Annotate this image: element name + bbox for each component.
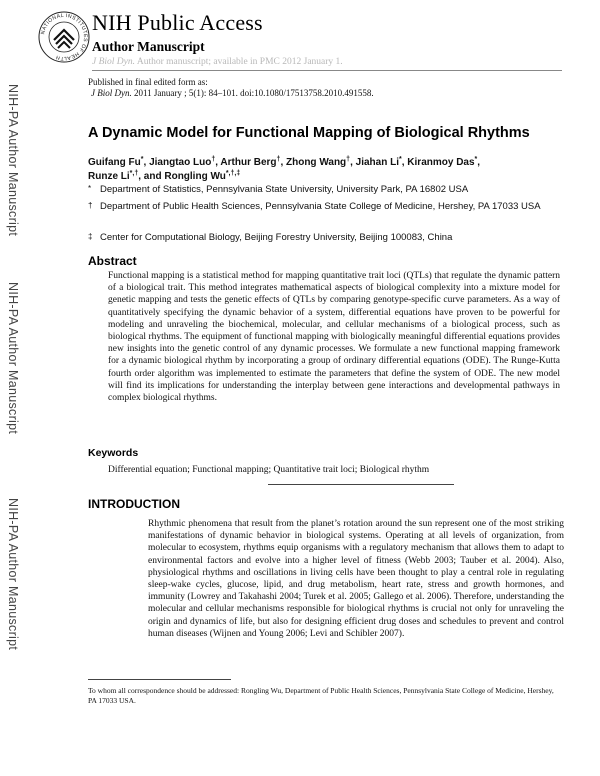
article-title: A Dynamic Model for Functional Mapping of Biological Rhythms bbox=[88, 125, 530, 141]
publication-journal: J Biol Dyn. bbox=[91, 88, 132, 98]
author-name: Kiranmoy Das bbox=[407, 157, 475, 168]
author-list: Guifang Fu*, Jiangtao Luo†, Arthur Berg†, Zhong Wang†, Jiahan Li*, Kiranmoy Das*, Runze Li*,†, and Rongling Wu*,†,‡ bbox=[88, 156, 481, 182]
side-label-text: NIH-PA Author Manuscript bbox=[6, 84, 20, 237]
author-conjunction: and bbox=[143, 171, 162, 182]
author-name: Arthur Berg bbox=[220, 157, 277, 168]
abstract-text: Functional mapping is a statistical method for mapping quantitative trait loci (QTLs) that regulate the dynamic pattern of a biological trait. This method integrates mathematical aspects of biological complexity into a mixture model for genetic mapping and tests the genetic effects of QTLs by comparing genotype-specific curve parameters. As a way of quantitatively specifying the dynamic behavior of a system, differential equations have proven to be powerful for modeling and unraveling the biochemical, molecular, and cellular mechanisms of a biological process, such as biological rhythms. The equipment of functional mapping with biologically meaningful differential equations provides new insights into the genetic control of any dynamic processes. We formulate a new functional mapping framework for a dynamic biological rhythm by incorporating a group of ordinary differential equations (ODE). The Runge-Kutta fourth order algorithm was implemented to estimate the parameters that define the system of ODE. The new model will find its implications for understanding the interplay between gene interactions and developmental pathways in complex biological rhythms. bbox=[108, 271, 560, 404]
publication-info bbox=[88, 77, 374, 99]
publication-label: Published in final edited form as: bbox=[88, 77, 208, 87]
author-mark: † bbox=[346, 156, 351, 163]
logo-ring-text: NATIONAL INSTITUTES OF HEALTH bbox=[40, 12, 89, 62]
affiliation-mark: * bbox=[88, 184, 92, 193]
author-mark: * bbox=[140, 156, 144, 163]
author-name: Runze Li bbox=[88, 171, 130, 182]
author-name: Rongling Wu bbox=[164, 171, 226, 182]
author-mark: † bbox=[211, 156, 216, 163]
side-label-top bbox=[2, 84, 26, 304]
author-mark: *,† bbox=[129, 170, 139, 177]
author-name: Zhong Wang bbox=[286, 157, 347, 168]
author-name: Jiahan Li bbox=[355, 157, 399, 168]
affiliation-text: Center for Computational Biology, Beijing Forestry University, Beijing 100083, China bbox=[100, 232, 453, 243]
author-mark: * bbox=[399, 156, 402, 163]
affiliation-mark: † bbox=[88, 201, 93, 210]
side-label-middle bbox=[2, 282, 26, 502]
footnote-divider bbox=[88, 679, 231, 680]
header-subtitle: Author Manuscript bbox=[92, 39, 205, 54]
keywords-heading: Keywords bbox=[88, 447, 139, 459]
affiliation-text: Department of Public Health Sciences, Pennsylvania State College of Medicine, Hershey, PA 17033 USA bbox=[100, 201, 541, 212]
nih-logo bbox=[38, 11, 90, 63]
publication-citation-text: 2011 January ; 5(1): 84–101. doi:10.1080/17513758.2010.491558. bbox=[131, 88, 374, 98]
keywords-text: Differential equation; Functional mapping; Quantitative trait loci; Biological rhythm bbox=[108, 465, 430, 475]
author-mark: * bbox=[474, 156, 478, 163]
side-label-text: NIH-PA Author Manuscript bbox=[6, 498, 20, 651]
author-mark: *,†,‡ bbox=[225, 170, 241, 177]
affiliation bbox=[88, 184, 558, 197]
affiliation bbox=[88, 232, 558, 245]
section-divider bbox=[268, 484, 454, 485]
introduction-heading: INTRODUCTION bbox=[88, 497, 180, 511]
header-availability-text: Author manuscript; available in PMC 2012 January 1. bbox=[135, 57, 343, 67]
header-journal: J Biol Dyn. bbox=[92, 57, 136, 67]
author-mark: † bbox=[276, 156, 281, 163]
header-availability bbox=[92, 58, 343, 68]
affiliation bbox=[88, 201, 558, 214]
abstract-heading: Abstract bbox=[88, 254, 137, 268]
author-name: Jiangtao Luo bbox=[149, 157, 212, 168]
introduction-text: Rhythmic phenomena that result from the planet’s rotation around the sun represent one of the most striking manifestations of dynamic behavior in biological systems. Operating at all levels of organization, from molecular to ecosystem, rhythms equip organisms with a regulatory mechanism that allows them to adapt to environmental factors and evolve into a higher level of fitness (Webb 2003; Tauber et al. 2004). Also, physiological rhythms and oscillations in living cells have been thought to play a central role in regulating sleep-wake cycles, glucose, lipid, and drug metabolism, heart rate, stress and growth hormones, and immunity (Lowrey and Takahashi 2004; Turek et al. 2005; Gallego et al. 2006). Therefore, understanding the molecular and cellular mechanisms responsible for biological rhythms is crucial not only for unraveling the origin and dynamics of life, but also for designing efficient drug doses and schedules to prevent and control human diseases (Wijnen and Young 2006; Levi and Schibler 2007). bbox=[148, 519, 564, 639]
header-title: NIH Public Access bbox=[92, 10, 263, 35]
author-name: Guifang Fu bbox=[88, 157, 141, 168]
affiliation-mark: ‡ bbox=[88, 232, 93, 241]
header-divider bbox=[92, 70, 562, 71]
footnote: To whom all correspondence should be addressed: Rongling Wu, Department of Public Health Sciences, Pennsylvania State College of Medicine, Hershey, PA 17033 USA. bbox=[88, 686, 554, 705]
publication-citation bbox=[88, 88, 374, 99]
side-label-bottom bbox=[2, 498, 26, 718]
side-label-text: NIH-PA Author Manuscript bbox=[6, 282, 20, 435]
affiliation-text: Department of Statistics, Pennsylvania State University, University Park, PA 16802 USA bbox=[100, 184, 469, 195]
